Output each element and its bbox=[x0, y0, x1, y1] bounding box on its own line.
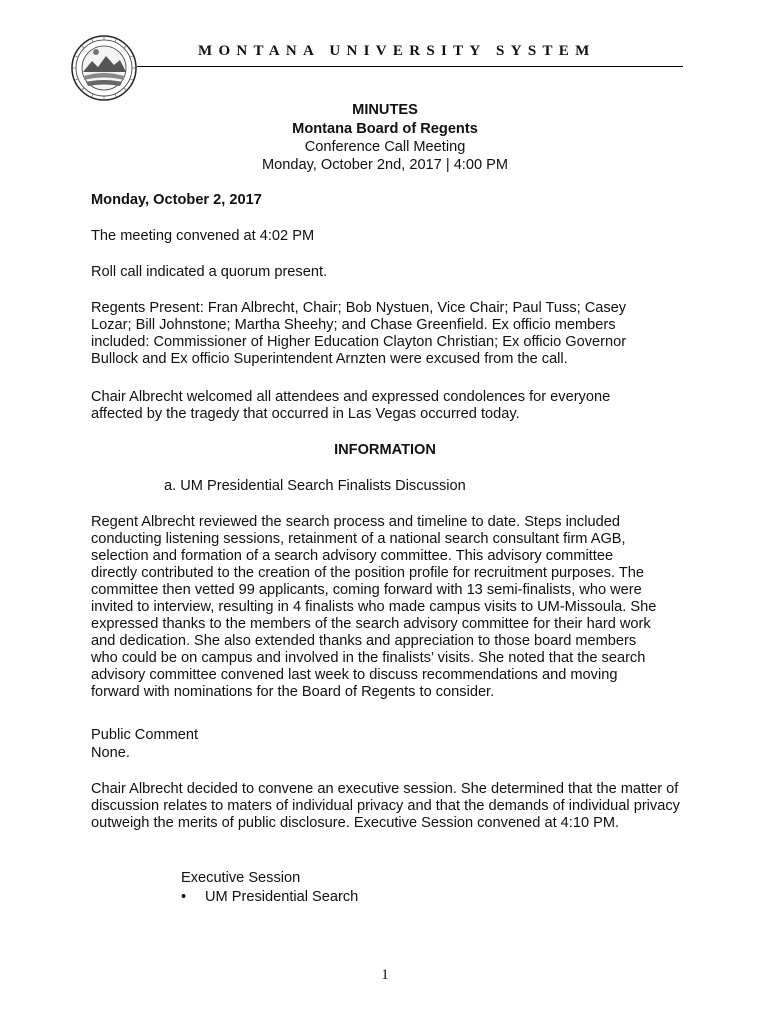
list-item bbox=[181, 889, 358, 906]
search-review-paragraph: Regent Albrecht reviewed the search process and timeline to date. Steps included conducting listening sessions, retainment of a national search consultant firm AGB, selection and formation of a search advisory committee. This advisory committee directly contributed to the creation of the position profile for recruitment purposes. The committee then vetted 99 applicants, coming forward with 13 semi-finalists, who were invited to interview, resulting in 4 finalists who made campus visits to UM-Missoula. She expressed thanks to the members of the search advisory committee for their hard work and dedication. She also extended thanks and appreciation to those board members who could be on campus and involved in the finalists’ visits. She noted that the search advisory committee convened last week to discuss recommendations and moving forward with nominations for the Board of Regents to consider. bbox=[91, 514, 657, 700]
agenda-item: a. UM Presidential Search Finalists Discussion bbox=[164, 478, 466, 494]
organization-title: MONTANA UNIVERSITY SYSTEM bbox=[198, 43, 596, 59]
roll-call-paragraph: Roll call indicated a quorum present. bbox=[91, 264, 328, 280]
bullet-icon: • bbox=[181, 889, 187, 905]
header-rule bbox=[137, 66, 683, 67]
date-heading: Monday, October 2, 2017 bbox=[91, 192, 262, 208]
welcome-paragraph: Chair Albrecht welcomed all attendees and expressed condolences for everyone affected by the tragedy that occurred in Las Vegas occurred today. bbox=[91, 389, 611, 422]
executive-session-label: Executive Session bbox=[181, 870, 301, 886]
page-number: 1 bbox=[381, 967, 389, 983]
board-name: Montana Board of Regents bbox=[292, 121, 478, 137]
information-heading: INFORMATION bbox=[334, 442, 436, 458]
public-comment-label: Public Comment bbox=[91, 727, 199, 743]
meeting-type: Conference Call Meeting bbox=[304, 139, 466, 155]
montana-state-seal-icon bbox=[70, 34, 138, 102]
convened-paragraph: The meeting convened at 4:02 PM bbox=[91, 228, 315, 244]
regents-present-paragraph: Regents Present: Fran Albrecht, Chair; Bob Nystuen, Vice Chair; Paul Tuss; Casey Lozar; Bill Johnstone; Martha Sheehy; and Chase Greenfield. Ex officio members included: Commissioner of Higher Education Clayton Christian; Ex officio Governor Bullock and Ex officio Superintendent Arnzten were excused from the call. bbox=[91, 300, 627, 367]
executive-decision-paragraph: Chair Albrecht decided to convene an executive session. She determined that the matter of discussion relates to maters of individual privacy and that the demands of individual privacy outweigh the merits of public disclosure. Executive Session convened at 4:10 PM. bbox=[91, 781, 680, 831]
executive-session-item: UM Presidential Search bbox=[205, 889, 359, 905]
minutes-heading: MINUTES bbox=[352, 102, 418, 118]
public-comment-value: None. bbox=[91, 745, 130, 761]
meeting-datetime: Monday, October 2nd, 2017 | 4:00 PM bbox=[261, 157, 509, 173]
